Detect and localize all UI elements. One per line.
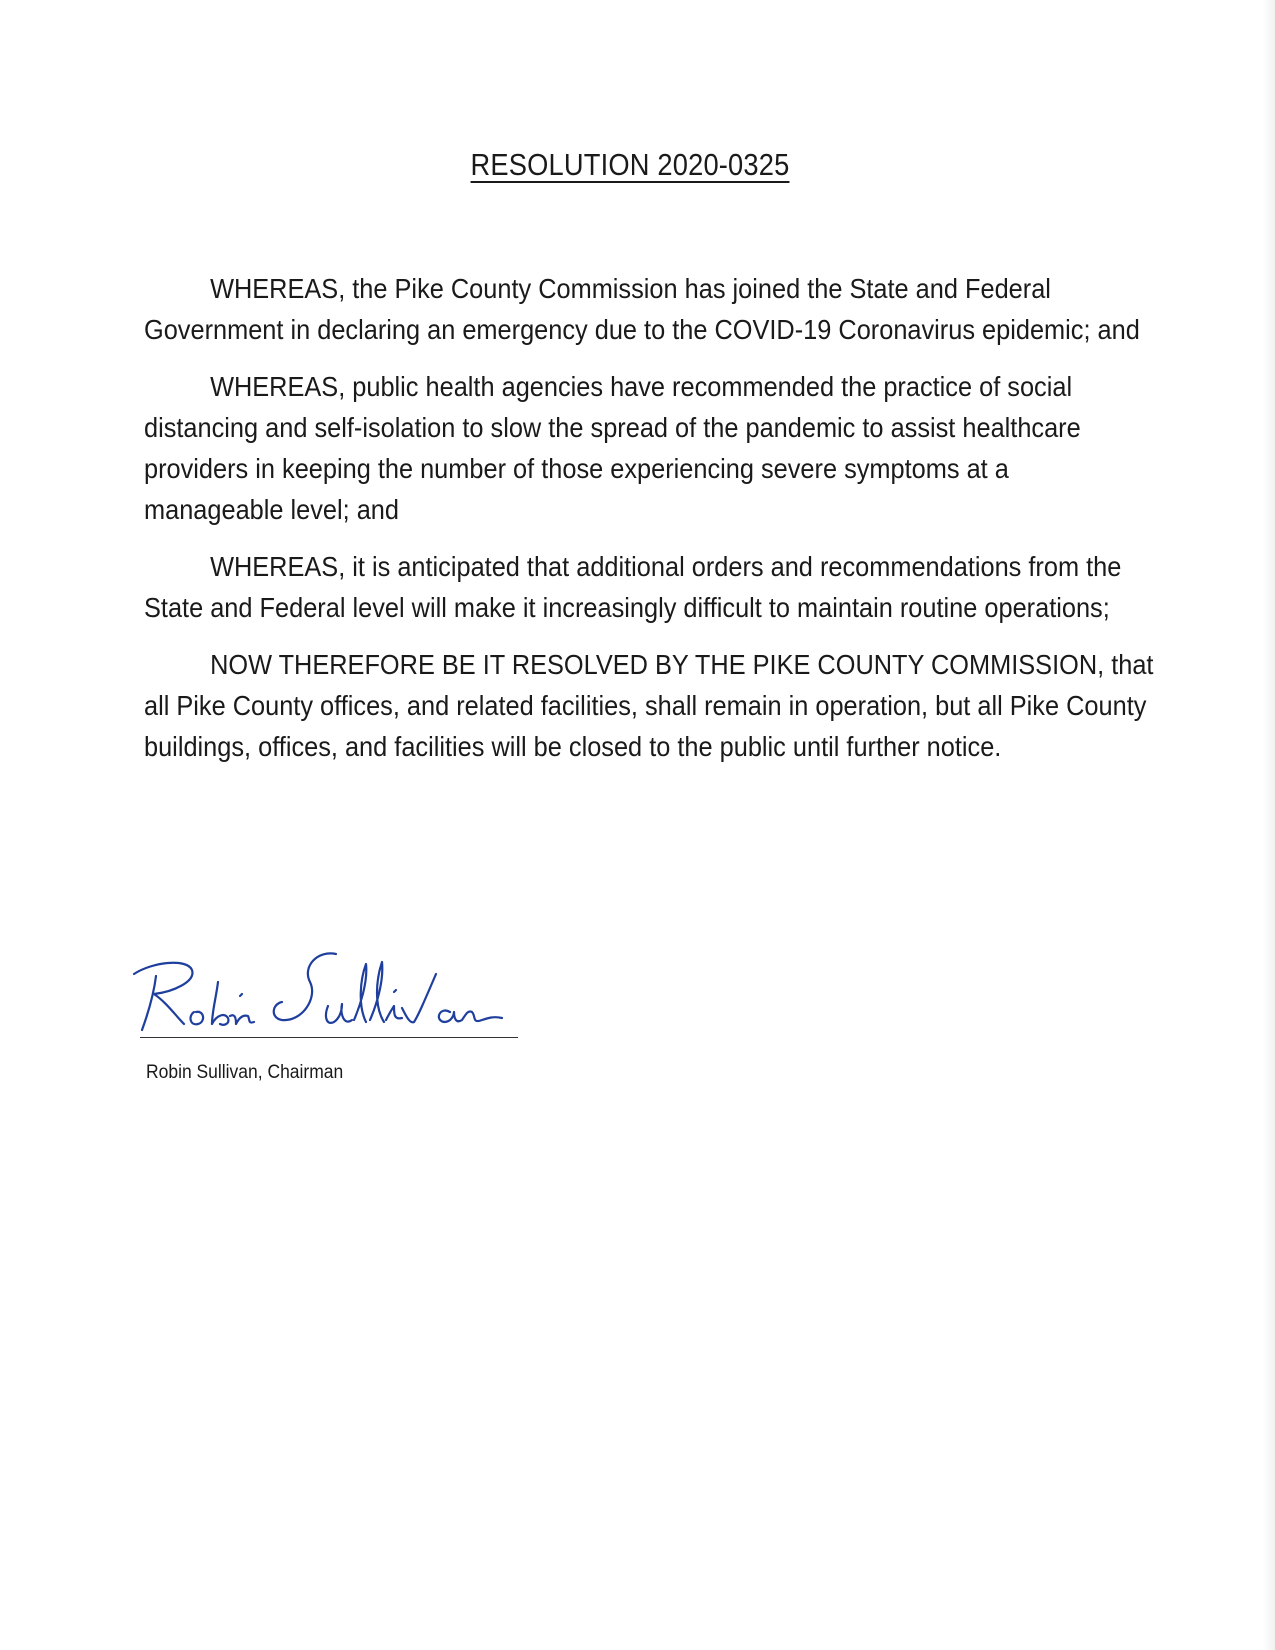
signature-block	[132, 946, 552, 1056]
whereas-paragraph-3: WHEREAS, it is anticipated that additional orders and recommendations from the State and Federal level will make it increasingly difficult to maintain routine operations;	[144, 551, 1122, 623]
signer-name-title: Robin Sullivan, Chairman	[146, 1062, 344, 1083]
resolved-paragraph: NOW THEREFORE BE IT RESOLVED BY THE PIKE COUNTY COMMISSION, that all Pike County offices, and related facilities, shall remain in operation, but all Pike County buildings, offices, and facilities will be closed to the public until further notice.	[144, 649, 1154, 762]
signature-line	[140, 1037, 518, 1038]
resolution-body	[144, 268, 1154, 783]
handwritten-signature	[132, 946, 532, 1046]
scan-edge-shadow	[1263, 0, 1275, 1650]
whereas-paragraph-2: WHEREAS, public health agencies have recommended the practice of social distancing and self-isolation to slow the spread of the pandemic to assist healthcare providers in keeping the number of those experiencing severe symptoms at a manageable level; and	[144, 371, 1081, 525]
whereas-paragraph-1: WHEREAS, the Pike County Commission has joined the State and Federal Government in declaring an emergency due to the COVID-19 Coronavirus epidemic; and	[144, 273, 1140, 345]
resolution-title: RESOLUTION 2020-0325	[470, 147, 790, 182]
